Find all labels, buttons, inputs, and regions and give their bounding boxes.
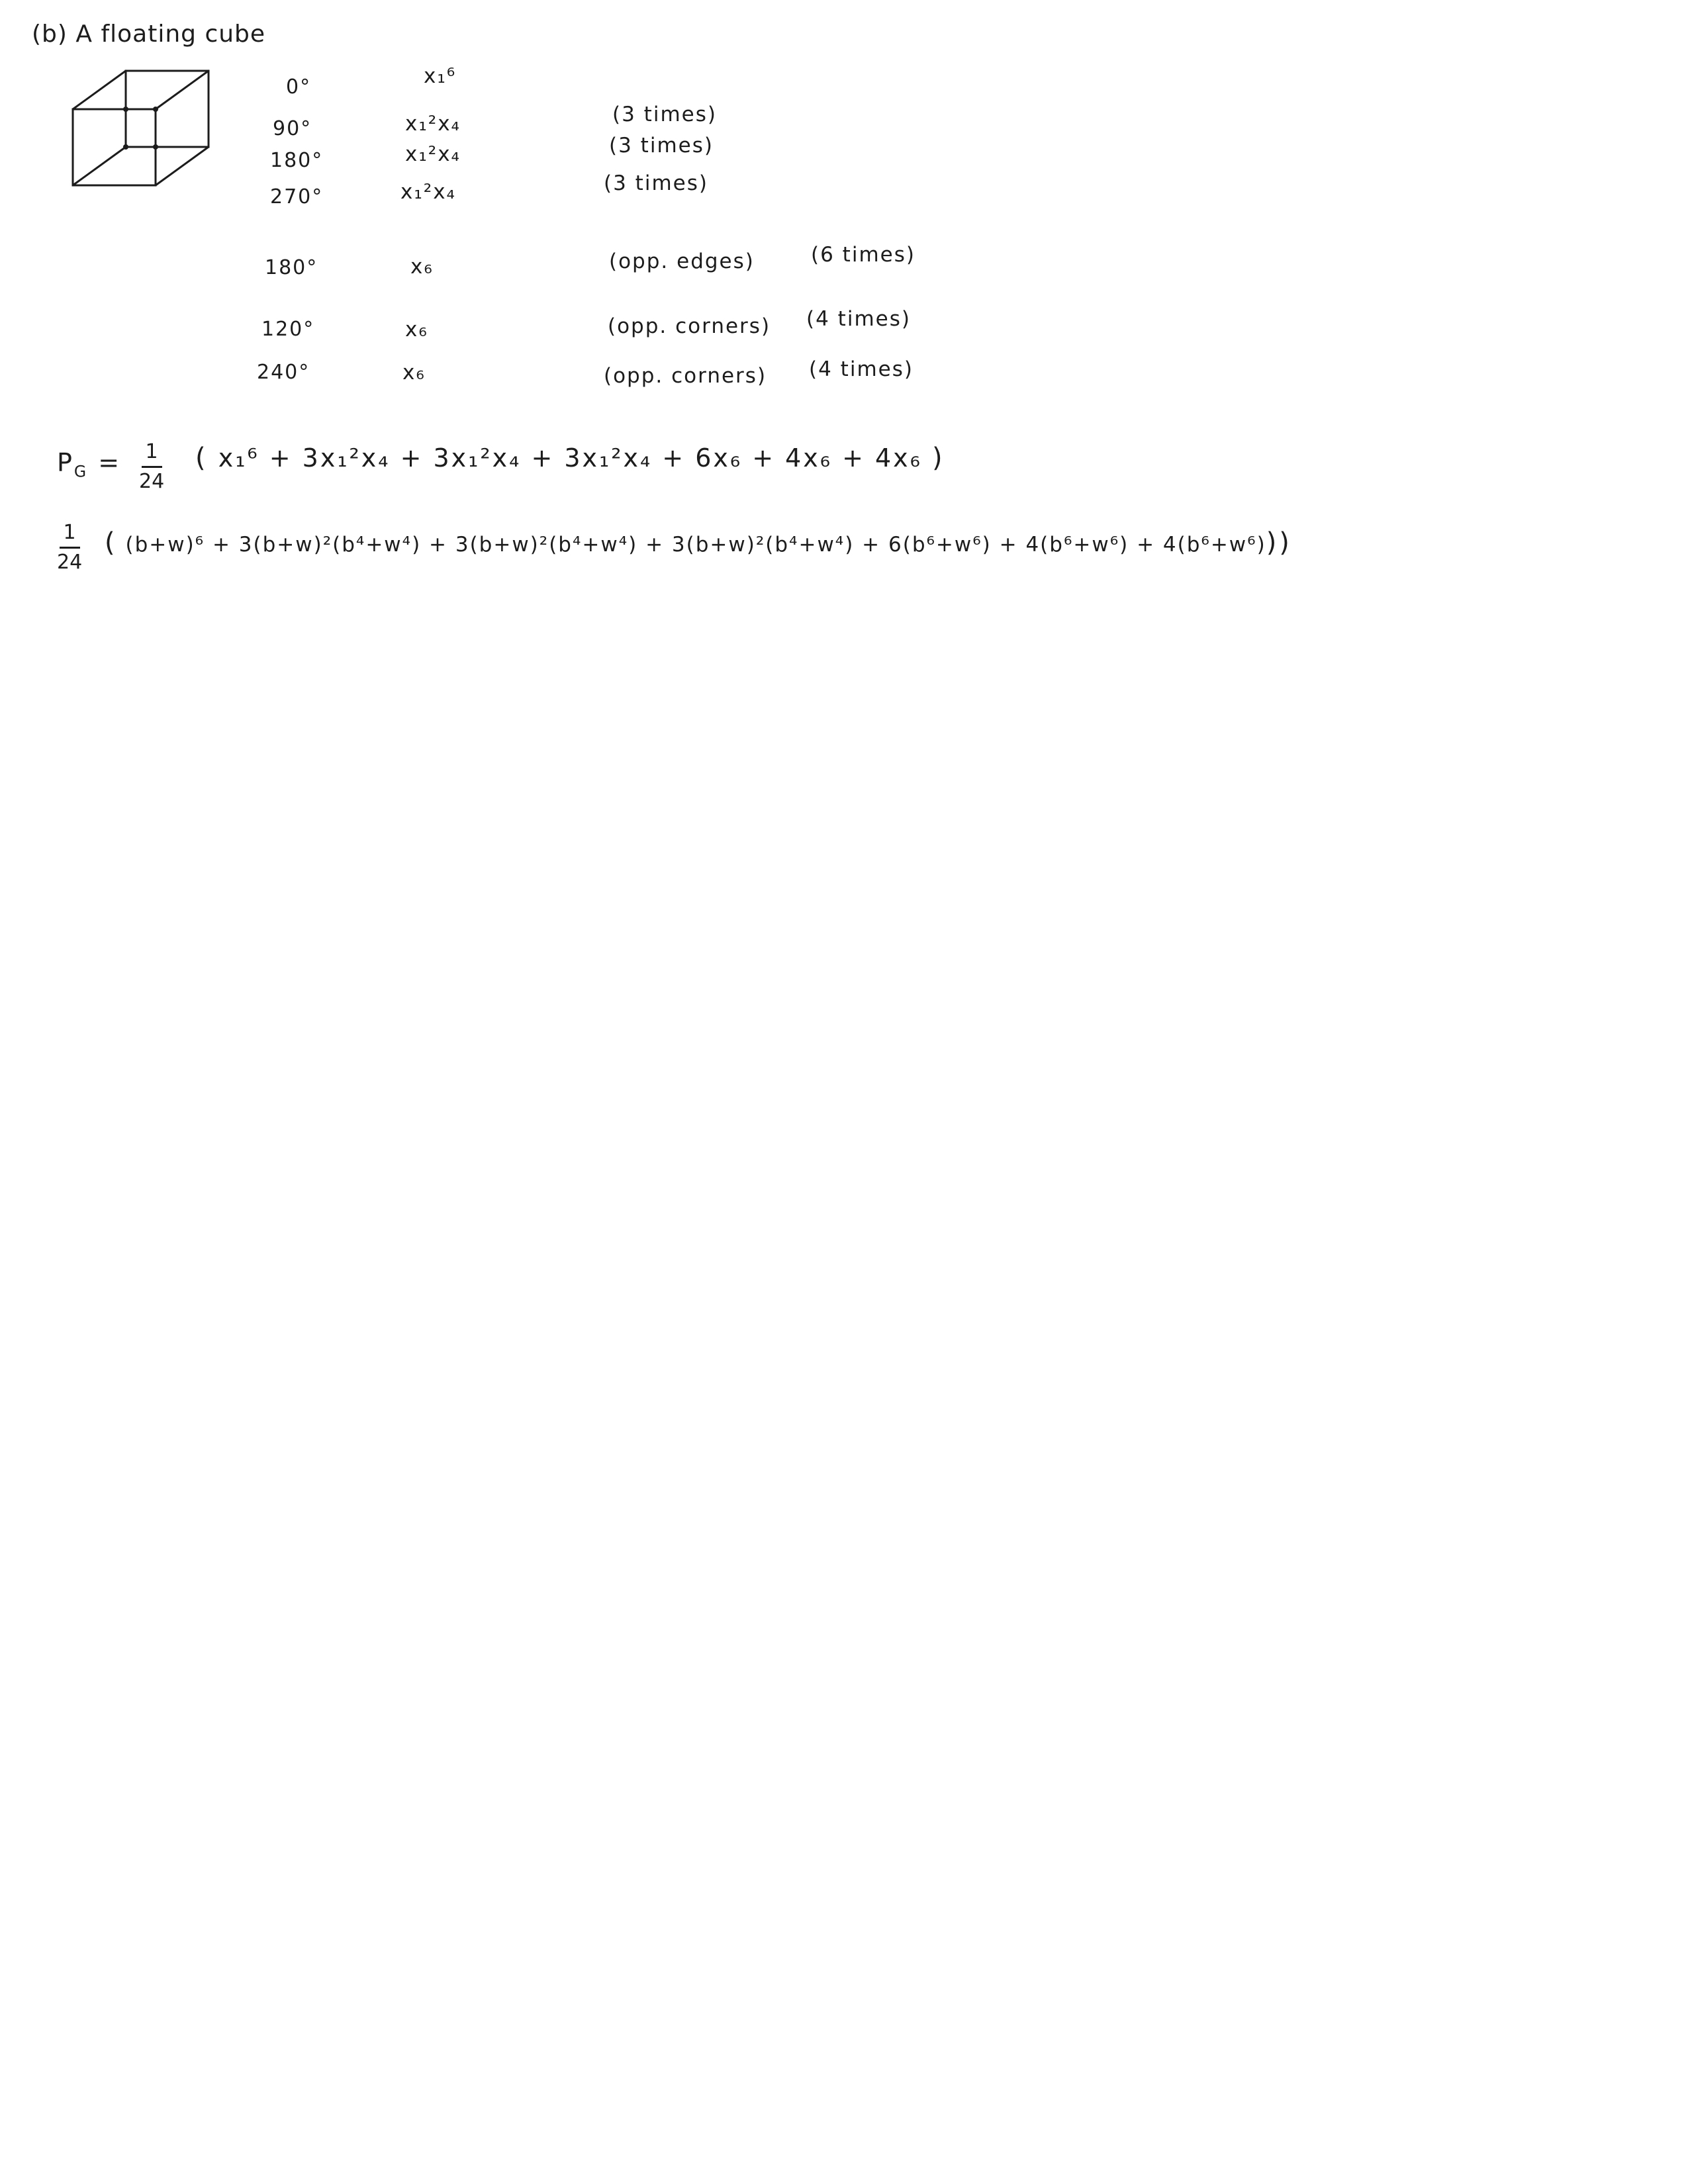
page-title: (b) A floating cube bbox=[32, 21, 266, 48]
rotation-note: (opp. corners) bbox=[608, 314, 771, 338]
rotation-count: (4 times) bbox=[806, 307, 911, 331]
fraction-one-over-24: $\frac{1}{24}$ bbox=[57, 521, 83, 574]
rotation-note: (3 times) bbox=[604, 171, 708, 195]
cube-drawing bbox=[66, 63, 212, 195]
cycle-index-formula: ( x₁⁶ + 3x₁²x₄ + 3x₁²x₄ + 3x₁²x₄ + 6x₆ + 4x₆ + 4x₆ ) bbox=[195, 443, 945, 473]
cycle-term: x₁²x₄ bbox=[405, 142, 461, 166]
rotation-angle: 270° bbox=[270, 185, 324, 208]
rotation-note: (opp. edges) bbox=[609, 250, 755, 273]
cycle-term: x₁⁶ bbox=[424, 64, 457, 88]
cycle-term: x₁²x₄ bbox=[400, 180, 456, 204]
cycle-term: x₁²x₄ bbox=[405, 112, 461, 136]
rotation-angle: 180° bbox=[270, 149, 324, 172]
cycle-term: x₆ bbox=[405, 318, 428, 341]
rotation-count: (4 times) bbox=[809, 357, 914, 381]
rotation-angle: 180° bbox=[265, 256, 318, 279]
rotation-angle: 0° bbox=[286, 75, 312, 99]
cycle-term: x₆ bbox=[402, 361, 426, 385]
cycle-term: x₆ bbox=[410, 255, 434, 279]
rotation-note: (3 times) bbox=[612, 103, 717, 126]
rotation-count: (6 times) bbox=[811, 243, 915, 267]
cycle-index-label: $P_G$ = bbox=[57, 448, 122, 481]
rotation-note: (opp. corners) bbox=[604, 364, 767, 388]
fraction-one-over-24: $\frac{1}{24}$ bbox=[139, 440, 165, 493]
rotation-angle: 240° bbox=[257, 361, 310, 384]
coloring-polynomial: ( (b+w)⁶ + 3(b+w)²(b⁴+w⁴) + 3(b+w)²(b⁴+w⁴) + 3(b+w)²(b⁴+w⁴) + 6(b⁶+w⁶) + 4(b⁶+w⁶) + 4(b⁶+w⁶))) bbox=[105, 527, 1292, 558]
rotation-angle: 120° bbox=[261, 318, 315, 341]
rotation-note: (3 times) bbox=[609, 134, 714, 158]
rotation-angle: 90° bbox=[273, 117, 312, 140]
